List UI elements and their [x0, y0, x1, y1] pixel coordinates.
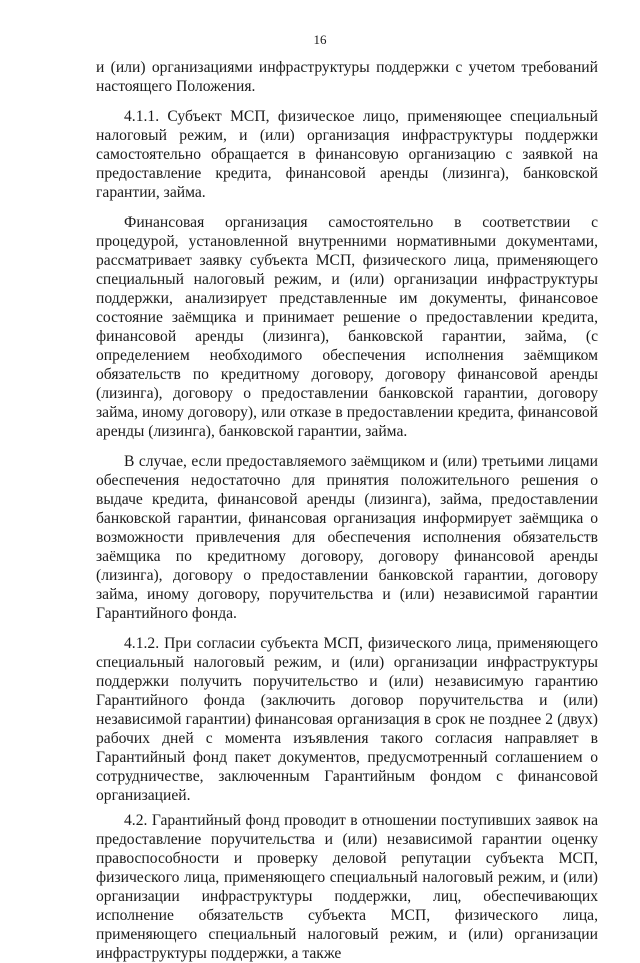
paragraph-continuation: и (или) организациями инфраструктуры поддержки с учетом требований настоящего Положения.: [96, 59, 598, 95]
page-number: 16: [313, 32, 327, 47]
document-body: [96, 58, 598, 963]
paragraph-4-2: 4.2. Гарантийный фонд проводит в отношении поступивших заявок на предоставление поручительства и (или) независимой гарантии оценку правоспособности и проверку деловой репутации субъекта МСП, физического лица, применяющего специальный налоговый режим, и (или) организации инфраструктуры поддержки, лиц, обеспечивающих исполнение обязательств субъекта МСП, физического лица, применяющего специальный налоговый режим, и (или) организации инфраструктуры поддержки, а также: [96, 812, 598, 962]
paragraph-financial-org: Финансовая организация самостоятельно в соответствии с процедурой, установленной внутренними нормативными документами, рассматривает заявку субъекта МСП, физического лица, применяющего специальный налоговый режим, и (или) организации инфраструктуры поддержки, анализирует представленные им документы, финансовое состояние заёмщика и принимает решение о предоставлении кредита, финансовой аренды (лизинга), банковской гарантии, займа, (с определением необходимого обеспечения исполнения заёмщиком обязательств по кредитному договору, договору финансовой аренды (лизинга), договору о предоставлении банковской гарантии, договору займа, иному договору), или отказе в предоставлении кредита, финансовой аренды (лизинга), банковской гарантии, займа.: [96, 214, 598, 440]
paragraph-insufficient-security: В случае, если предоставляемого заёмщиком и (или) третьими лицами обеспечения недостаточно для принятия положительного решения о выдаче кредита, финансовой аренды (лизинга), займа, предоставлении банковской гарантии, финансовая организация информирует заёмщика о возможности привлечения для обеспечения исполнения обязательств заёмщика по кредитному договору, договору финансовой аренды (лизинга), договору о предоставлении банковской гарантии, договору займа, иному договору, поручительства и (или) независимой гарантии Гарантийного фонда.: [96, 453, 598, 622]
paragraph-4-1-2: 4.1.2. При согласии субъекта МСП, физического лица, применяющего специальный налоговый режим, и (или) организации инфраструктуры поддержки получить поручительство и (или) независимую гарантию Гарантийного фонда (заключить договор поручительства и (или) независимой гарантии) финансовая организация в срок не позднее 2 (двух) рабочих дней с момента изъявления такого согласия направляет в Гарантийный фонд пакет документов, предусмотренный соглашением о сотрудничестве, заключенным Гарантийным фондом с финансовой организацией.: [96, 635, 598, 804]
paragraph-4-1-1: 4.1.1. Субъект МСП, физическое лицо, применяющее специальный налоговый режим, и (или) организация инфраструктуры поддержки самостоятельно обращается в финансовую организацию с заявкой на предоставление кредита, финансовой аренды (лизинга), банковской гарантии, займа.: [96, 108, 598, 201]
